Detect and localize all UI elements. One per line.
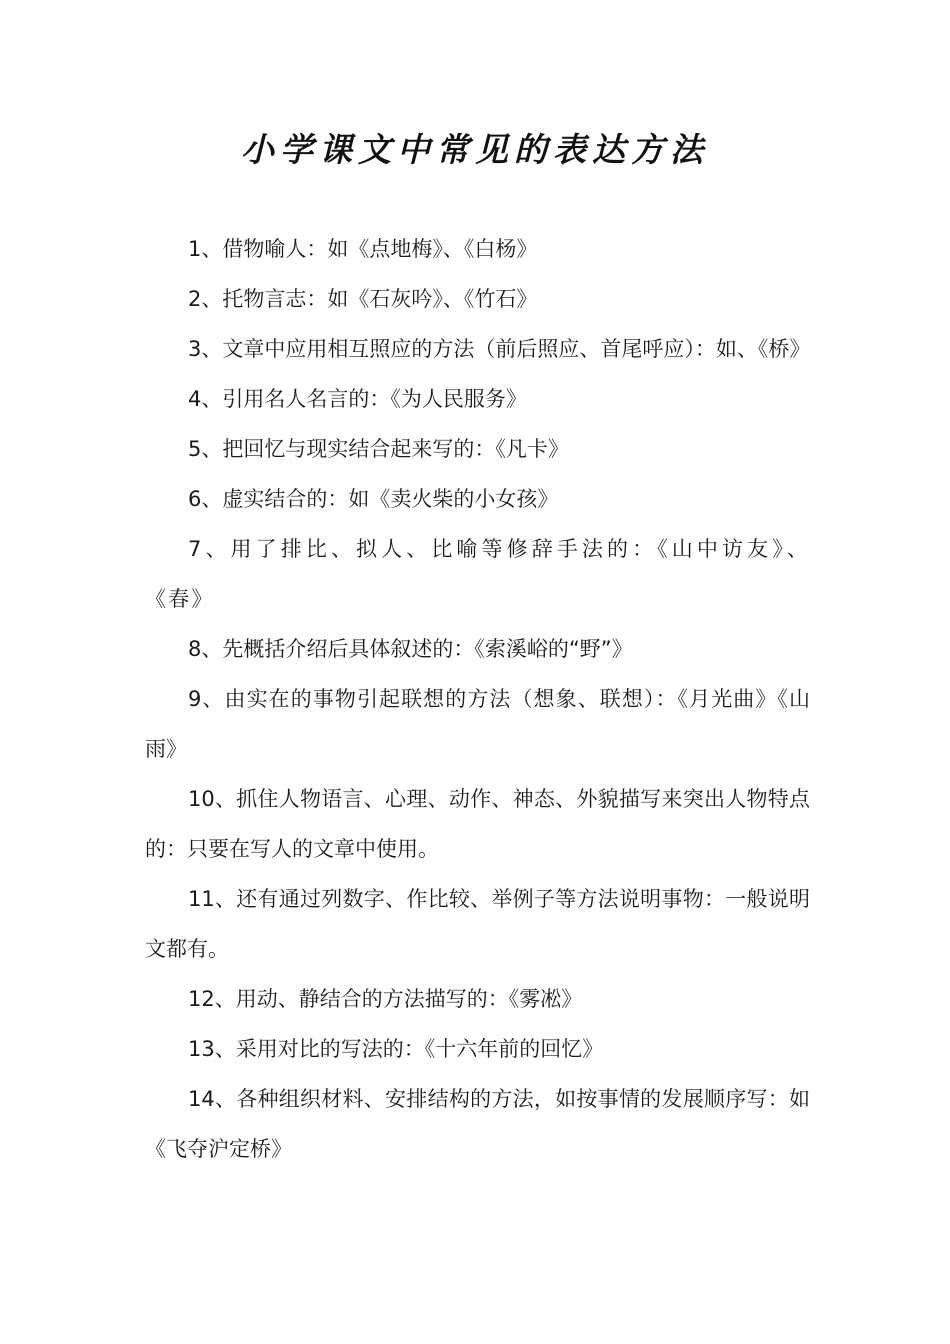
list-item-6: 6、虚实结合的：如《卖火柴的小女孩》 (188, 487, 559, 511)
list-item-8: 8、先概括介绍后具体叙述的：《索溪峪的“野”》 (188, 637, 633, 661)
document-body (145, 224, 810, 1174)
list-item-2: 2、托物言志：如《石灰吟》、《竹石》 (188, 287, 538, 311)
list-item-7: 7、用了排比、拟人、比喻等修辞手法的：《山中访友》、《春》 (145, 537, 810, 611)
list-item-1: 1、借物喻人：如《点地梅》、《白杨》 (188, 237, 538, 261)
list-item-14: 14、各种组织材料、安排结构的方法，如按事情的发展顺序写：如《飞夺沪定桥》 (145, 1087, 810, 1161)
document-title: 小学课文中常见的表达方法 (241, 130, 709, 169)
list-item-10: 10、抓住人物语言、心理、动作、神态、外貌描写来突出人物特点的：只要在写人的文章中使用。 (145, 787, 810, 861)
list-item-3: 3、文章中应用相互照应的方法（前后照应、首尾呼应）：如、《桥》 (188, 337, 811, 361)
list-item-12: 12、用动、静结合的方法描写的：《雾凇》 (188, 987, 583, 1011)
list-item-13: 13、采用对比的写法的：《十六年前的回忆》 (188, 1037, 604, 1061)
list-item-5: 5、把回忆与现实结合起来写的：《凡卡》 (188, 437, 569, 461)
list-item-9: 9、由实在的事物引起联想的方法（想象、联想）：《月光曲》《山雨》 (145, 687, 810, 761)
list-item-11: 11、还有通过列数字、作比较、举例子等方法说明事物：一般说明文都有。 (145, 887, 810, 961)
list-item-4: 4、引用名人名言的：《为人民服务》 (188, 387, 527, 411)
